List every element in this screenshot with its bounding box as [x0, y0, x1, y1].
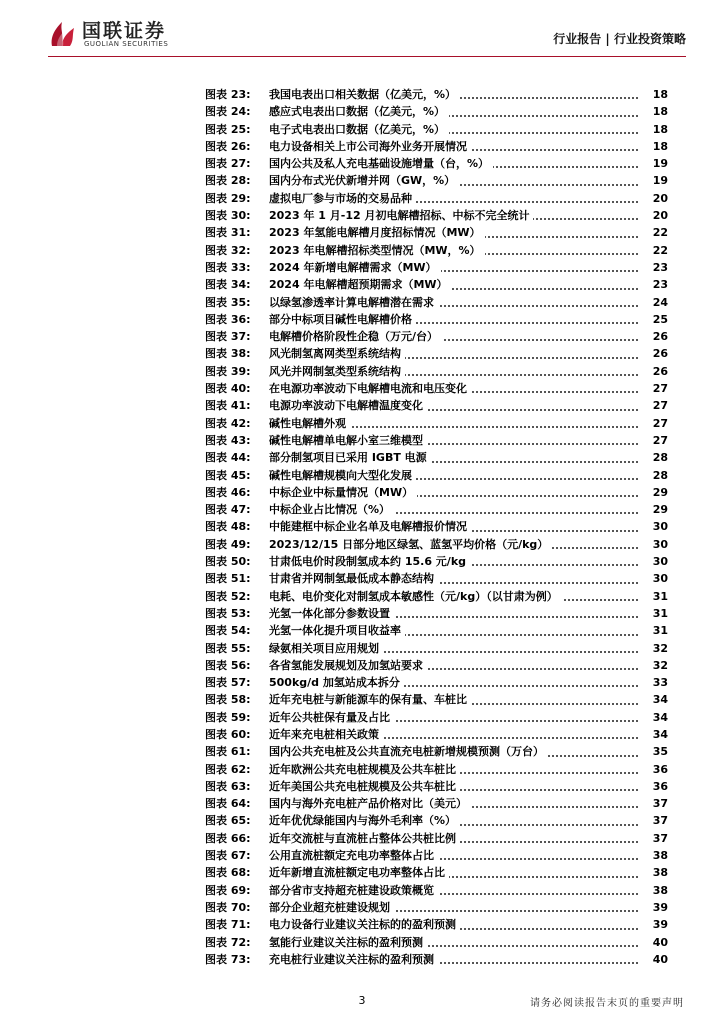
toc-page-number: 27 — [652, 382, 668, 396]
toc-figure-label: 图表 41: — [205, 399, 251, 413]
toc-figure-title: 在电源功率波动下电解槽电流和电压变化 — [269, 382, 471, 395]
toc-entry[interactable] — [205, 311, 668, 328]
toc-figure-label: 图表 37: — [205, 330, 251, 344]
toc-title-area — [269, 605, 638, 622]
toc-entry[interactable] — [205, 570, 668, 587]
toc-entry[interactable] — [205, 536, 668, 553]
toc-title-area — [269, 588, 638, 605]
toc-page-number: 26 — [652, 364, 668, 378]
toc-figure-title: 2023 年氢能电解槽月度招标情况（MW） — [269, 226, 485, 239]
toc-title-area — [269, 778, 638, 795]
toc-page-number: 40 — [652, 952, 668, 966]
toc-figure-label: 图表 45: — [205, 468, 251, 482]
toc-figure-title: 近年欧洲公共充电桩规模及公共车桩比 — [269, 763, 460, 776]
toc-title-area — [269, 103, 638, 120]
toc-figure-label: 图表 36: — [205, 312, 251, 326]
logo-flame-icon — [48, 18, 78, 48]
toc-figure-title: 国内公共充电桩及公共直流充电桩新增规模预测（万台） — [269, 745, 548, 758]
toc-figure-title: 2023/12/15 日部分地区绿氢、蓝氢平均价格（元/kg） — [269, 538, 552, 551]
toc-page-number: 32 — [652, 641, 668, 655]
toc-title-area — [269, 138, 638, 155]
toc-figure-title: 感应式电表出口数据（亿美元，%） — [269, 105, 449, 118]
toc-figure-label: 图表 32: — [205, 243, 251, 257]
toc-page-number: 37 — [652, 797, 668, 811]
toc-figure-label: 图表 69: — [205, 883, 251, 897]
toc-figure-label: 图表 46: — [205, 485, 251, 499]
toc-entry[interactable] — [205, 380, 668, 397]
toc-title-area — [269, 224, 638, 241]
toc-figure-label: 图表 66: — [205, 831, 251, 845]
toc-figure-title: 风光制氢离网类型系统结构 — [269, 347, 405, 360]
toc-figure-label: 图表 51: — [205, 572, 251, 586]
toc-entry[interactable] — [205, 588, 668, 605]
toc-figure-title: 以绿氢渗透率计算电解槽潜在需求 — [269, 296, 438, 309]
toc-title-area — [269, 467, 638, 484]
toc-page-number: 25 — [652, 312, 668, 326]
toc-entry[interactable] — [205, 691, 668, 708]
toc-title-area — [269, 570, 638, 587]
toc-entry[interactable] — [205, 518, 668, 535]
toc-figure-title: 部分制氢项目已采用 IGBT 电源 — [269, 451, 431, 464]
toc-page-number: 18 — [652, 139, 668, 153]
toc-page-number: 33 — [652, 676, 668, 690]
toc-title-area — [269, 432, 638, 449]
toc-figure-label: 图表 62: — [205, 762, 251, 776]
toc-title-area — [269, 501, 638, 518]
toc-figure-title: 近年来充电桩相关政策 — [269, 728, 383, 741]
toc-figure-label: 图表 48: — [205, 520, 251, 534]
toc-page-number: 19 — [652, 157, 668, 171]
toc-page-number: 30 — [652, 537, 668, 551]
toc-entry[interactable] — [205, 86, 668, 103]
toc-title-area — [269, 657, 638, 674]
toc-page-number: 28 — [652, 468, 668, 482]
toc-entry[interactable] — [205, 501, 668, 518]
toc-title-area — [269, 916, 638, 933]
toc-title-area — [269, 190, 638, 207]
toc-figure-title: 光氢一体化提升项目收益率 — [269, 624, 405, 637]
toc-figure-title: 公用直流桩额定充电功率整体占比 — [269, 849, 438, 862]
toc-title-area — [269, 242, 638, 259]
toc-figure-label: 图表 55: — [205, 641, 251, 655]
toc-title-area — [269, 121, 638, 138]
toc-page-number: 19 — [652, 174, 668, 188]
toc-entry[interactable] — [205, 553, 668, 570]
toc-figure-label: 图表 73: — [205, 952, 251, 966]
toc-figure-title: 部分企业超充桩建设规划 — [269, 901, 394, 914]
toc-entry[interactable] — [205, 363, 668, 380]
toc-entry[interactable] — [205, 138, 668, 155]
toc-figure-label: 图表 35: — [205, 295, 251, 309]
toc-figure-label: 图表 38: — [205, 347, 251, 361]
toc-entry[interactable] — [205, 121, 668, 138]
toc-figure-label: 图表 61: — [205, 745, 251, 759]
company-logo — [48, 16, 198, 52]
toc-title-area — [269, 207, 638, 224]
toc-page-number: 29 — [652, 503, 668, 517]
toc-title-area — [269, 86, 638, 103]
toc-title-area — [269, 847, 638, 864]
toc-entry[interactable] — [205, 916, 668, 933]
toc-title-area — [269, 536, 638, 553]
toc-entry[interactable] — [205, 951, 668, 968]
toc-figure-label: 图表 53: — [205, 606, 251, 620]
logo-cn-text: 国联证券 — [82, 20, 167, 42]
toc-page-number: 34 — [652, 693, 668, 707]
toc-entry[interactable] — [205, 294, 668, 311]
toc-figure-label: 图表 34: — [205, 278, 251, 292]
toc-figure-title: 氢能行业建议关注标的盈利预测 — [269, 936, 427, 949]
toc-figure-title: 国内公共及私人充电基础设施增量（台，%） — [269, 157, 493, 170]
toc-page-number: 37 — [652, 814, 668, 828]
toc-figure-label: 图表 70: — [205, 900, 251, 914]
toc-page-number: 30 — [652, 572, 668, 586]
toc-figure-label: 图表 23: — [205, 88, 251, 101]
toc-page-number: 18 — [652, 88, 668, 101]
toc-page-number: 23 — [652, 260, 668, 274]
toc-page-number: 31 — [652, 606, 668, 620]
toc-page-number: 38 — [652, 866, 668, 880]
toc-figure-title: 中标企业占比情况（%） — [269, 503, 394, 516]
toc-figure-title: 电耗、电价变化对制氢成本敏感性（元/kg）（以甘肃为例） — [269, 590, 562, 603]
toc-figure-label: 图表 29: — [205, 191, 251, 205]
toc-figure-label: 图表 54: — [205, 624, 251, 638]
toc-page-number: 38 — [652, 883, 668, 897]
toc-figure-label: 图表 63: — [205, 779, 251, 793]
toc-title-area — [269, 449, 638, 466]
toc-title-area — [269, 899, 638, 916]
toc-entry[interactable] — [205, 415, 668, 432]
toc-page-number: 36 — [652, 762, 668, 776]
toc-figure-label: 图表 71: — [205, 918, 251, 932]
toc-entry[interactable] — [205, 795, 668, 812]
toc-entry[interactable] — [205, 830, 668, 847]
toc-entry[interactable] — [205, 242, 668, 259]
toc-page-number: 39 — [652, 918, 668, 932]
figure-list — [205, 86, 668, 968]
toc-page-number: 31 — [652, 624, 668, 638]
toc-title-area — [269, 380, 638, 397]
toc-figure-title: 风光并网制氢类型系统结构 — [269, 365, 405, 378]
toc-page-number: 30 — [652, 555, 668, 569]
page-header — [0, 0, 724, 60]
toc-page-number: 23 — [652, 278, 668, 292]
toc-figure-label: 图表 40: — [205, 382, 251, 396]
toc-entry[interactable] — [205, 640, 668, 657]
toc-figure-label: 图表 50: — [205, 555, 251, 569]
toc-figure-label: 图表 24: — [205, 105, 251, 119]
toc-page-number: 29 — [652, 485, 668, 499]
toc-figure-label: 图表 27: — [205, 157, 251, 171]
toc-entry[interactable] — [205, 605, 668, 622]
toc-entry[interactable] — [205, 882, 668, 899]
toc-figure-title: 电子式电表出口数据（亿美元，%） — [269, 123, 449, 136]
toc-page-number: 32 — [652, 658, 668, 672]
toc-figure-title: 绿氨相关项目应用规划 — [269, 642, 383, 655]
toc-figure-title: 电力设备行业建议关注标的的盈利预测 — [269, 918, 460, 931]
toc-title-area — [269, 795, 638, 812]
toc-figure-title: 近年新增直流桩额定电功率整体占比 — [269, 866, 449, 879]
toc-figure-title: 2024 年电解槽超预期需求（MW） — [269, 278, 452, 291]
toc-title-area — [269, 311, 638, 328]
toc-entry[interactable] — [205, 449, 668, 466]
toc-figure-label: 图表 39: — [205, 364, 251, 378]
toc-title-area — [269, 259, 638, 276]
toc-page-number: 38 — [652, 849, 668, 863]
toc-figure-title: 电解槽价格阶段性企稳（万元/台） — [269, 330, 442, 343]
disclaimer-note: 请务必阅读报告末页的重要声明 — [530, 998, 684, 1009]
toc-title-area — [269, 276, 638, 293]
toc-figure-title: 2024 年新增电解槽需求（MW） — [269, 261, 441, 274]
toc-title-area — [269, 830, 638, 847]
toc-figure-title: 500kg/d 加氢站成本拆分 — [269, 676, 404, 689]
toc-figure-title: 碱性电解槽外观 — [269, 417, 350, 430]
toc-title-area — [269, 518, 638, 535]
toc-title-area — [269, 172, 638, 189]
toc-figure-label: 图表 30: — [205, 209, 251, 223]
toc-title-area — [269, 882, 638, 899]
toc-figure-title: 碱性电解槽单电解小室三维模型 — [269, 434, 427, 447]
page-number: 3 — [358, 994, 366, 1007]
toc-page-number: 20 — [652, 209, 668, 223]
toc-entry[interactable] — [205, 432, 668, 449]
toc-figure-label: 图表 26: — [205, 139, 251, 153]
toc-title-area — [269, 397, 638, 414]
toc-entry[interactable] — [205, 899, 668, 916]
toc-page-number: 18 — [652, 105, 668, 119]
toc-figure-title: 近年优优绿能国内与海外毛利率（%） — [269, 814, 460, 827]
toc-page-number: 35 — [652, 745, 668, 759]
toc-title-area — [269, 761, 638, 778]
toc-title-area — [269, 155, 638, 172]
toc-entry[interactable] — [205, 812, 668, 829]
toc-page-number: 28 — [652, 451, 668, 465]
toc-entry[interactable] — [205, 657, 668, 674]
toc-figure-title: 2023 年 1 月-12 月初电解槽招标、中标不完全统计 — [269, 209, 533, 222]
toc-page-number: 27 — [652, 399, 668, 413]
toc-figure-title: 部分省市支持超充桩建设政策概览 — [269, 884, 438, 897]
toc-title-area — [269, 864, 638, 881]
toc-entry[interactable] — [205, 484, 668, 501]
toc-figure-label: 图表 60: — [205, 727, 251, 741]
toc-figure-label: 图表 57: — [205, 676, 251, 690]
toc-figure-title: 近年美国公共充电桩规模及公共车桩比 — [269, 780, 460, 793]
toc-figure-title: 光氢一体化部分参数设置 — [269, 607, 394, 620]
toc-entry[interactable] — [205, 172, 668, 189]
toc-entry[interactable] — [205, 224, 668, 241]
toc-figure-title: 电力设备相关上市公司海外业务开展情况 — [269, 140, 471, 153]
toc-title-area — [269, 622, 638, 639]
toc-figure-title: 近年公共桩保有量及占比 — [269, 711, 394, 724]
toc-title-area — [269, 294, 638, 311]
toc-page-number: 24 — [652, 295, 668, 309]
toc-figure-title: 甘肃省并网制氢最低成本静态结构 — [269, 572, 438, 585]
toc-title-area — [269, 415, 638, 432]
toc-page-number: 40 — [652, 935, 668, 949]
toc-title-area — [269, 934, 638, 951]
toc-title-area — [269, 709, 638, 726]
toc-page-number: 30 — [652, 520, 668, 534]
toc-figure-label: 图表 67: — [205, 849, 251, 863]
toc-title-area — [269, 812, 638, 829]
toc-figure-label: 图表 52: — [205, 589, 251, 603]
toc-figure-label: 图表 47: — [205, 503, 251, 517]
toc-page-number: 36 — [652, 779, 668, 793]
toc-figure-title: 甘肃低电价时段制氢成本约 15.6 元/kg — [269, 555, 470, 568]
toc-title-area — [269, 328, 638, 345]
report-type: 行业报告 | 行业投资策略 — [553, 32, 686, 46]
toc-figure-label: 图表 56: — [205, 658, 251, 672]
toc-entry[interactable] — [205, 622, 668, 639]
logo-en-text: GUOLIAN SECURITIES — [84, 40, 169, 48]
toc-entry[interactable] — [205, 276, 668, 293]
toc-figure-label: 图表 33: — [205, 260, 251, 274]
toc-page-number: 26 — [652, 347, 668, 361]
toc-figure-title: 国内与海外充电桩产品价格对比（美元） — [269, 797, 471, 810]
toc-figure-label: 图表 58: — [205, 693, 251, 707]
toc-page-number: 26 — [652, 330, 668, 344]
toc-page-number: 27 — [652, 433, 668, 447]
toc-entry[interactable] — [205, 467, 668, 484]
header-divider — [48, 56, 686, 57]
toc-title-area — [269, 553, 638, 570]
toc-figure-title: 近年交流桩与直流桩占整体公共桩比例 — [269, 832, 460, 845]
toc-figure-label: 图表 43: — [205, 433, 251, 447]
toc-page-number: 18 — [652, 122, 668, 136]
toc-entry[interactable] — [205, 934, 668, 951]
toc-figure-title: 我国电表出口相关数据（亿美元，%） — [269, 88, 460, 101]
toc-entry[interactable] — [205, 259, 668, 276]
toc-figure-label: 图表 28: — [205, 174, 251, 188]
toc-entry[interactable] — [205, 864, 668, 881]
toc-figure-label: 图表 64: — [205, 797, 251, 811]
toc-figure-label: 图表 72: — [205, 935, 251, 949]
toc-page-number: 31 — [652, 589, 668, 603]
toc-figure-title: 国内分布式光伏新增并网（GW，%） — [269, 174, 459, 187]
toc-page-number: 34 — [652, 710, 668, 724]
toc-title-area — [269, 363, 638, 380]
toc-figure-label: 图表 42: — [205, 416, 251, 430]
toc-figure-title: 各省氢能发展规划及加氢站要求 — [269, 659, 427, 672]
toc-title-area — [269, 691, 638, 708]
toc-figure-title: 2023 年电解槽招标类型情况（MW，%） — [269, 244, 485, 257]
toc-figure-label: 图表 44: — [205, 451, 251, 465]
toc-entry[interactable] — [205, 397, 668, 414]
toc-page-number: 27 — [652, 416, 668, 430]
toc-page-number: 22 — [652, 226, 668, 240]
toc-entry[interactable] — [205, 155, 668, 172]
toc-page-number: 22 — [652, 243, 668, 257]
toc-title-area — [269, 726, 638, 743]
toc-title-area — [269, 640, 638, 657]
toc-page-number: 37 — [652, 831, 668, 845]
toc-figure-label: 图表 68: — [205, 866, 251, 880]
toc-entry[interactable] — [205, 103, 668, 120]
toc-entry[interactable] — [205, 709, 668, 726]
toc-page-number: 20 — [652, 191, 668, 205]
toc-entry[interactable] — [205, 778, 668, 795]
toc-title-area — [269, 951, 638, 968]
toc-entry[interactable] — [205, 190, 668, 207]
toc-entry[interactable] — [205, 674, 668, 691]
toc-figure-title: 碱性电解槽规模向大型化发展 — [269, 469, 416, 482]
toc-title-area — [269, 674, 638, 691]
toc-title-area — [269, 743, 638, 760]
toc-figure-label: 图表 59: — [205, 710, 251, 724]
toc-entry[interactable] — [205, 207, 668, 224]
toc-entry[interactable] — [205, 345, 668, 362]
toc-figure-title: 中能建框中标企业名单及电解槽报价情况 — [269, 520, 471, 533]
toc-entry[interactable] — [205, 726, 668, 743]
toc-figure-label: 图表 49: — [205, 537, 251, 551]
toc-figure-title: 近年充电桩与新能源车的保有量、车桩比 — [269, 693, 471, 706]
toc-entry[interactable] — [205, 761, 668, 778]
toc-figure-title: 虚拟电厂参与市场的交易品种 — [269, 192, 416, 205]
toc-figure-label: 图表 31: — [205, 226, 251, 240]
toc-page-number: 39 — [652, 900, 668, 914]
toc-figure-title: 部分中标项目碱性电解槽价格 — [269, 313, 416, 326]
toc-page-number: 34 — [652, 727, 668, 741]
toc-entry[interactable] — [205, 328, 668, 345]
toc-title-area — [269, 484, 638, 501]
toc-figure-label: 图表 65: — [205, 814, 251, 828]
toc-title-area — [269, 345, 638, 362]
toc-figure-title: 充电桩行业建议关注标的盈利预测 — [269, 953, 438, 966]
toc-figure-title: 电源功率波动下电解槽温度变化 — [269, 399, 427, 412]
toc-figure-label: 图表 25: — [205, 122, 251, 136]
toc-figure-title: 中标企业中标量情况（MW） — [269, 486, 417, 499]
toc-entry[interactable] — [205, 847, 668, 864]
toc-entry[interactable] — [205, 743, 668, 760]
